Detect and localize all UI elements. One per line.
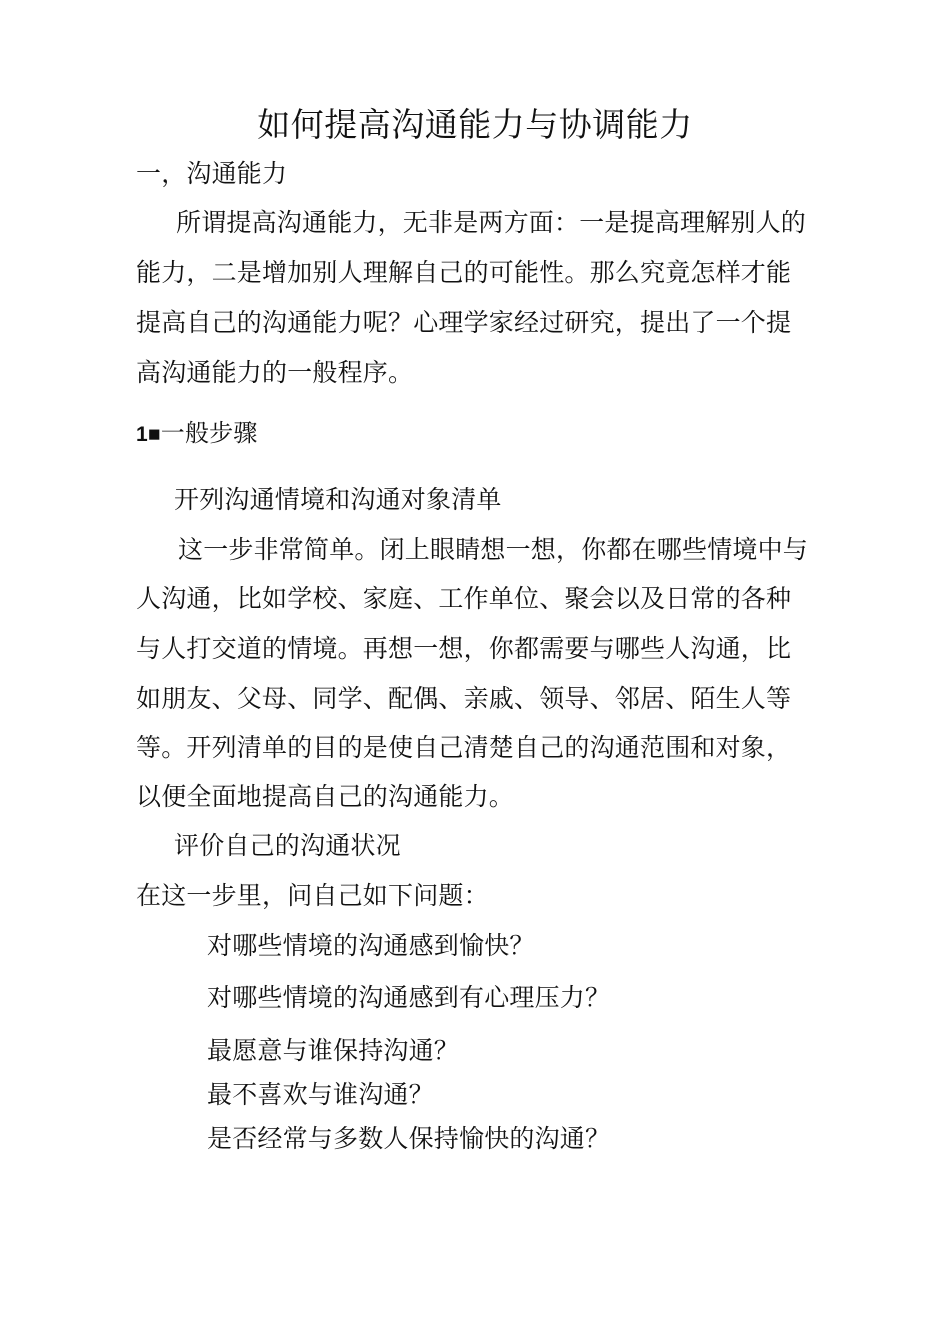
paragraph-line: 这一步非常简单。闭上眼睛想一想，你都在哪些情境中与 xyxy=(178,535,809,564)
paragraph-line: 能力，二是增加别人理解自己的可能性。那么究竟怎样才能 xyxy=(136,258,792,287)
question-item: 是否经常与多数人保持愉快的沟通？ xyxy=(207,1124,611,1153)
document-title: 如何提高沟通能力与协调能力 xyxy=(257,105,693,144)
step-heading-text: 一般步骤 xyxy=(160,419,258,447)
question-item: 对哪些情境的沟通感到愉快？ xyxy=(207,931,535,960)
step-number: 1■ xyxy=(136,423,161,446)
sub-step-title: 开列沟通情境和沟通对象清单 xyxy=(174,485,502,514)
sub-step-title: 评价自己的沟通状况 xyxy=(174,831,401,860)
paragraph-line: 所谓提高沟通能力，无非是两方面：一是提高理解别人的 xyxy=(176,208,807,237)
paragraph-line: 如朋友、父母、同学、配偶、亲戚、领导、邻居、陌生人等 xyxy=(136,684,792,713)
paragraph-line: 人沟通，比如学校、家庭、工作单位、聚会以及日常的各种 xyxy=(136,584,792,613)
section-heading: 一，沟通能力 xyxy=(136,159,288,188)
paragraph-line: 高沟通能力的一般程序。 xyxy=(136,358,414,387)
paragraph-line: 等。开列清单的目的是使自己清楚自己的沟通范围和对象， xyxy=(136,733,792,762)
step-heading xyxy=(136,418,258,450)
paragraph-line: 在这一步里，问自己如下问题： xyxy=(136,881,489,910)
question-item: 最愿意与谁保持沟通？ xyxy=(207,1036,460,1065)
question-item: 对哪些情境的沟通感到有心理压力？ xyxy=(207,983,611,1012)
paragraph-line: 与人打交道的情境。再想一想，你都需要与哪些人沟通，比 xyxy=(136,634,792,663)
paragraph-line: 提高自己的沟通能力呢？心理学家经过研究，提出了一个提 xyxy=(136,308,792,337)
paragraph-line: 以便全面地提高自己的沟通能力。 xyxy=(136,782,515,811)
question-item: 最不喜欢与谁沟通？ xyxy=(207,1080,434,1109)
